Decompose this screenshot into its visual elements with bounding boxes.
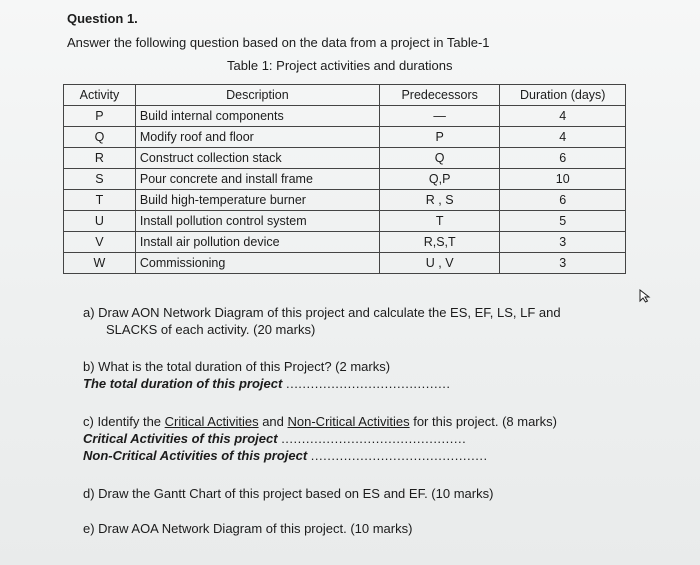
question-b-text: b) What is the total duration of this Project? (2 marks) (83, 359, 391, 374)
cell-activity: R (64, 148, 136, 169)
cell-activity: S (64, 169, 136, 190)
question-c-text (83, 413, 557, 430)
header-description: Description (135, 85, 379, 106)
question-b (83, 358, 450, 392)
cell-description: Install pollution control system (135, 211, 379, 232)
question-e: e) Draw AOA Network Diagram of this project. (10 marks) (83, 521, 413, 536)
table-row (64, 190, 626, 211)
cell-activity: W (64, 253, 136, 274)
table-row (64, 148, 626, 169)
question-title: Question 1. (67, 11, 138, 26)
cell-predecessors: T (379, 211, 500, 232)
table-row (64, 106, 626, 127)
question-b-answer (83, 375, 450, 392)
cell-duration: 4 (500, 106, 626, 127)
cell-activity: V (64, 232, 136, 253)
question-a-line2: SLACKS of each activity. (20 marks) (106, 322, 316, 337)
cell-activity: U (64, 211, 136, 232)
cell-description: Construct collection stack (135, 148, 379, 169)
question-a (83, 304, 613, 338)
cell-predecessors: R , S (379, 190, 500, 211)
table-row (64, 232, 626, 253)
question-c-answer1-label: Critical Activities of this project (83, 431, 278, 446)
table-row (64, 253, 626, 274)
cell-description: Pour concrete and install frame (135, 169, 379, 190)
cell-duration: 3 (500, 232, 626, 253)
question-b-answer-dots: ........................................ (285, 376, 451, 391)
activities-table (63, 84, 626, 274)
question-a-line1: a) Draw AON Network Diagram of this project and calculate the ES, EF, LS, LF and (83, 305, 561, 320)
table-caption: Table 1: Project activities and durations (227, 58, 453, 73)
question-c (83, 413, 557, 464)
question-intro: Answer the following question based on the data from a project in Table-1 (67, 35, 490, 50)
cell-description: Install air pollution device (135, 232, 379, 253)
cell-activity: T (64, 190, 136, 211)
table-row (64, 169, 626, 190)
table-row (64, 211, 626, 232)
header-predecessors: Predecessors (379, 85, 500, 106)
question-c-and: and (258, 414, 288, 429)
cell-activity: Q (64, 127, 136, 148)
question-c-answer2 (83, 447, 557, 464)
question-c-answer2-dots: ........................................... (310, 448, 488, 463)
cell-predecessors: — (379, 106, 500, 127)
header-activity: Activity (64, 85, 136, 106)
cell-activity: P (64, 106, 136, 127)
critical-activities-term: Critical Activities (164, 414, 259, 429)
cell-duration: 3 (500, 253, 626, 274)
cell-description: Build internal components (135, 106, 379, 127)
cell-duration: 5 (500, 211, 626, 232)
question-c-suffix: for this project. (8 marks) (409, 414, 557, 429)
cell-duration: 10 (500, 169, 626, 190)
mouse-pointer-icon (638, 289, 652, 303)
non-critical-activities-term: Non-Critical Activities (287, 414, 410, 429)
question-d: d) Draw the Gantt Chart of this project based on ES and EF. (10 marks) (83, 486, 494, 501)
cell-predecessors: R,S,T (379, 232, 500, 253)
question-c-answer1 (83, 430, 557, 447)
question-b-answer-label: The total duration of this project (83, 376, 283, 391)
header-duration: Duration (days) (500, 85, 626, 106)
cell-predecessors: Q (379, 148, 500, 169)
cell-duration: 6 (500, 190, 626, 211)
cell-description: Build high-temperature burner (135, 190, 379, 211)
question-c-answer2-label: Non-Critical Activities of this project (83, 448, 308, 463)
cell-duration: 4 (500, 127, 626, 148)
cell-description: Commissioning (135, 253, 379, 274)
question-c-prefix: c) Identify the (83, 414, 165, 429)
cell-predecessors: P (379, 127, 500, 148)
question-c-answer1-dots: ............................................. (281, 431, 467, 446)
cell-predecessors: Q,P (379, 169, 500, 190)
table-row (64, 127, 626, 148)
cell-predecessors: U , V (379, 253, 500, 274)
cell-duration: 6 (500, 148, 626, 169)
table-header-row (64, 85, 626, 106)
cell-description: Modify roof and floor (135, 127, 379, 148)
